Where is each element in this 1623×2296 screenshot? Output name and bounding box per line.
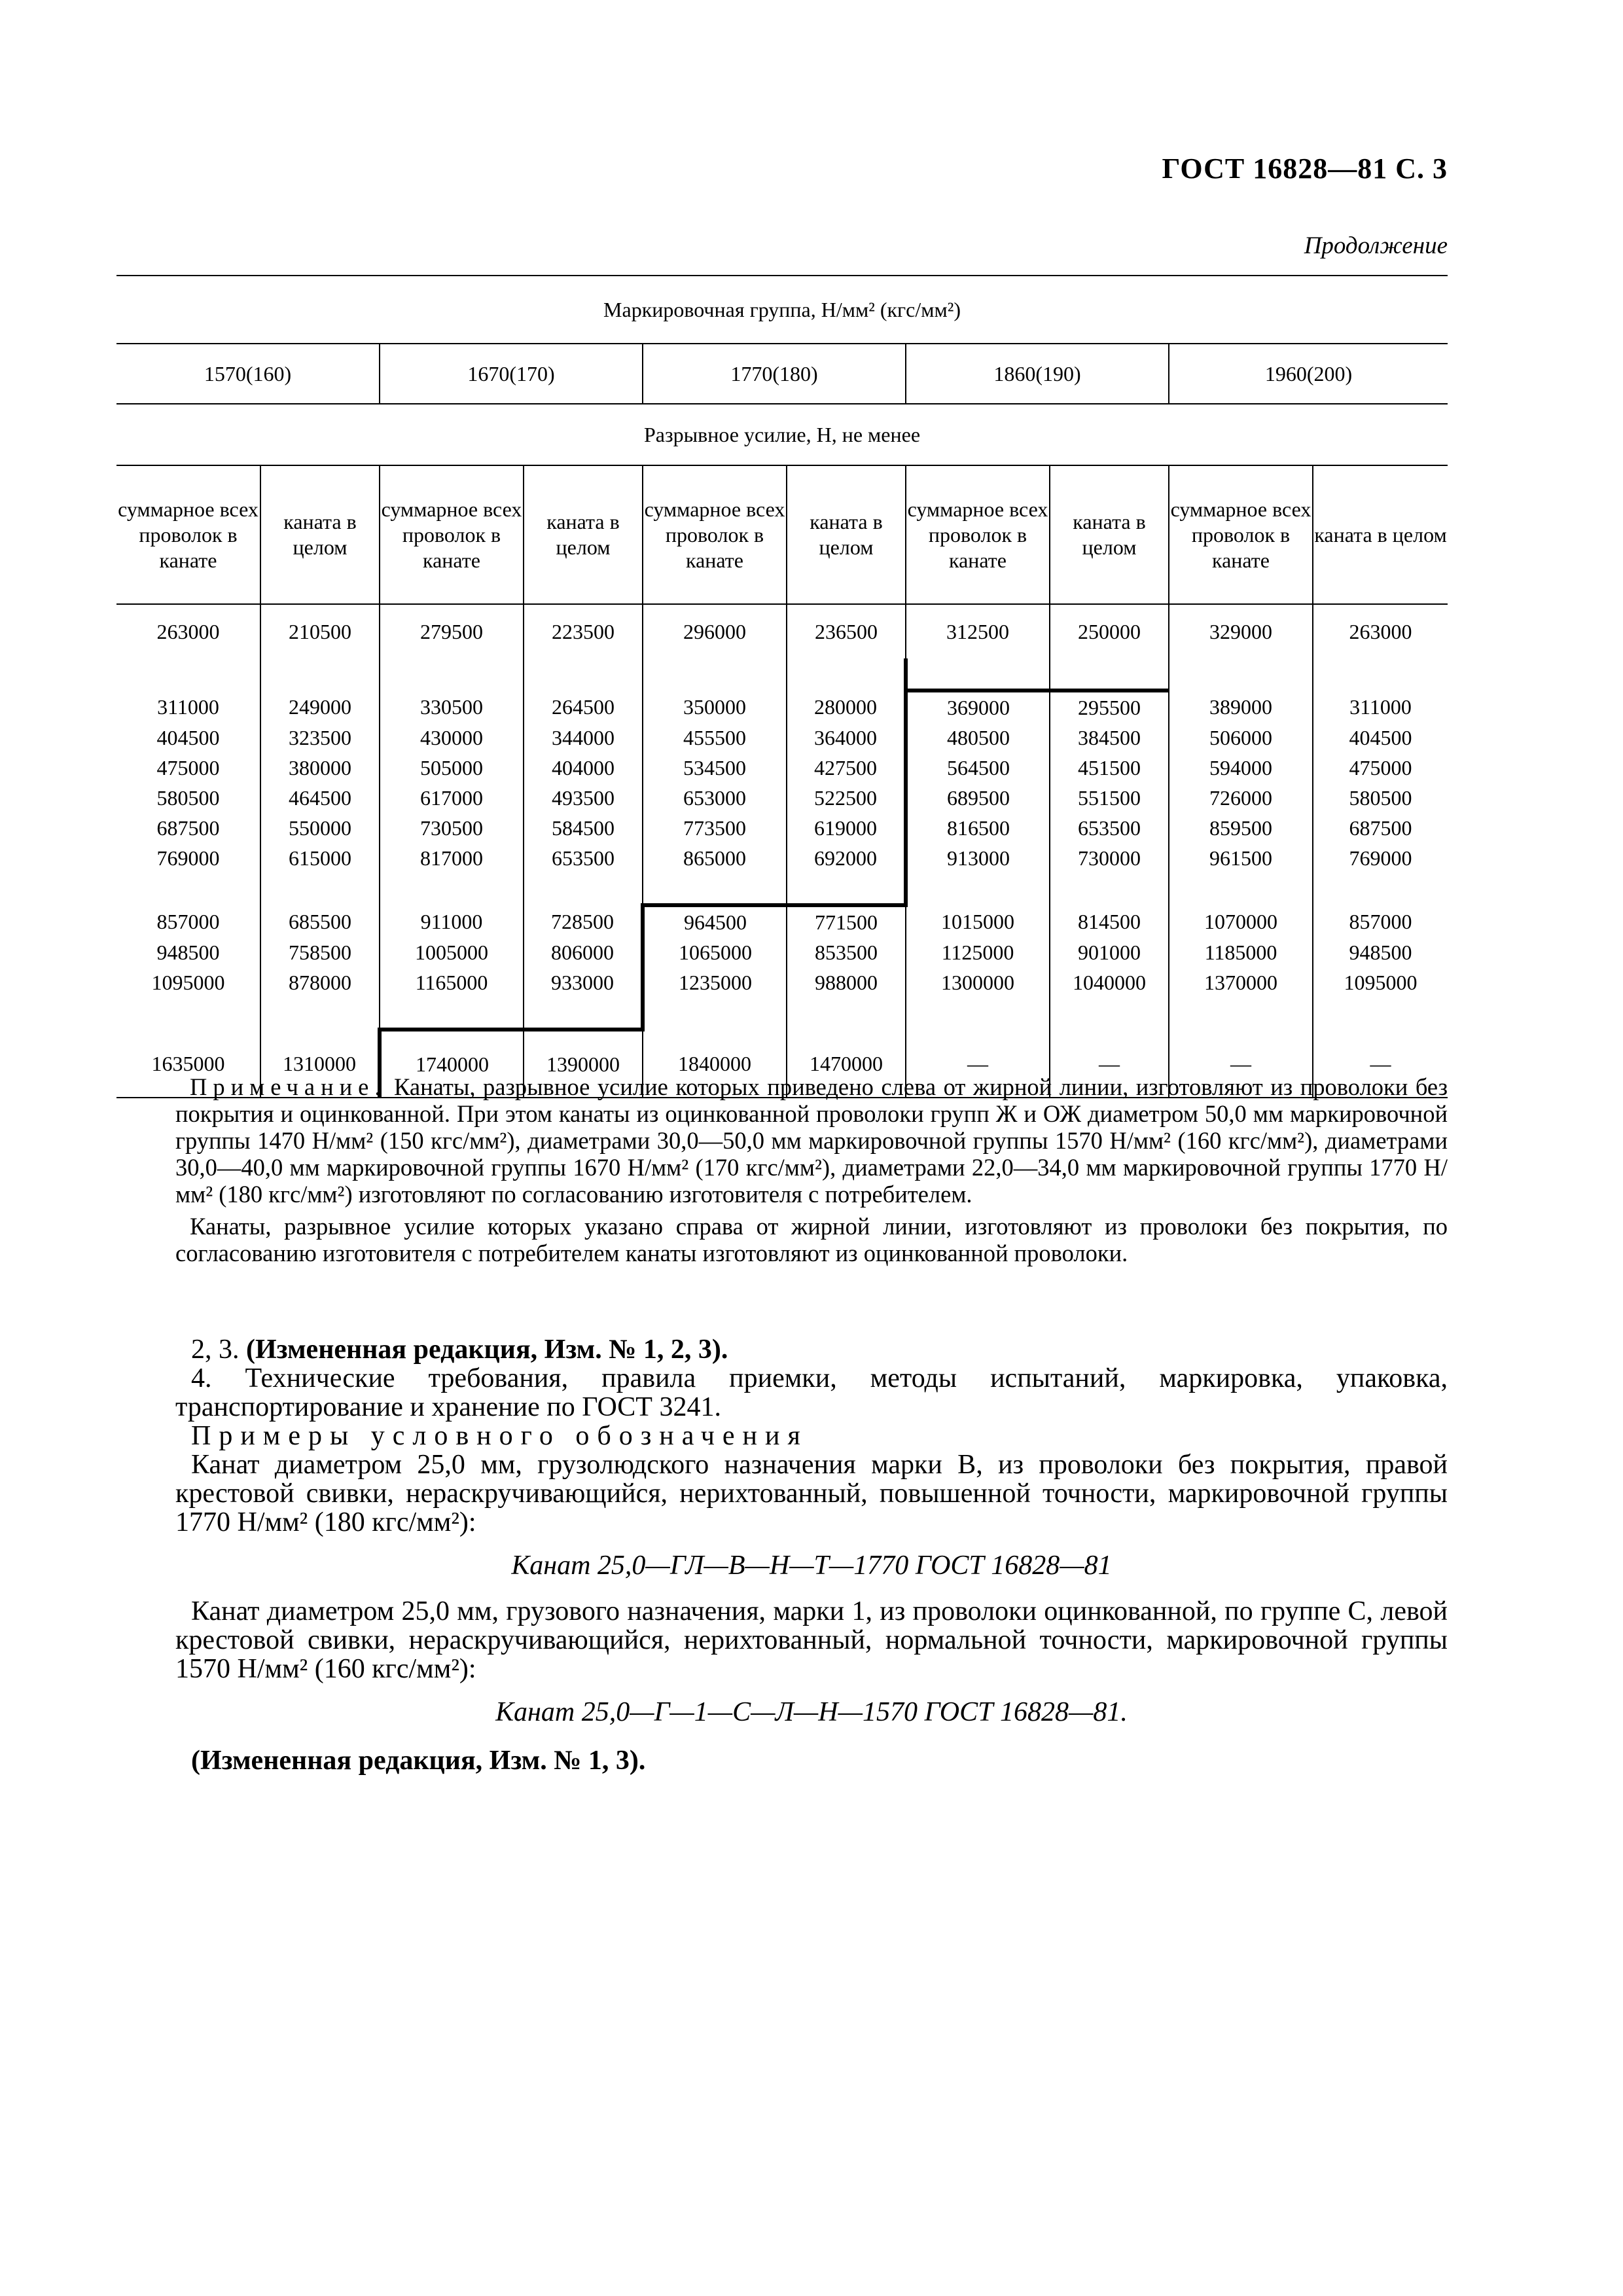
- table-cell: 369000: [906, 691, 1050, 723]
- table-cell: —: [1169, 1030, 1313, 1098]
- table-cell: 859500: [1169, 813, 1313, 843]
- subheader-total: суммарное всех проволок в канате: [643, 465, 787, 604]
- table-cell: 726000: [1169, 783, 1313, 813]
- table-cell: 430000: [380, 723, 524, 753]
- table-cell: 1235000: [643, 967, 787, 997]
- group-header: 1960(200): [1169, 344, 1448, 404]
- table-cell: 464500: [260, 783, 380, 813]
- table-cell: 223500: [524, 604, 643, 658]
- table-cell: 769000: [1313, 843, 1448, 873]
- spacer-cell: [524, 997, 643, 1030]
- table-cell: 1300000: [906, 967, 1050, 997]
- table-cell: 771500: [787, 905, 906, 937]
- table-cell: 1740000: [380, 1030, 524, 1098]
- table-cell: 814500: [1050, 905, 1169, 937]
- note-paragraph-1: [175, 1073, 1448, 1208]
- table-cell: 451500: [1050, 753, 1169, 783]
- table-cell: 311000: [1313, 691, 1448, 723]
- table-cell: 475000: [156, 756, 220, 780]
- table-cell: 263000: [156, 620, 220, 643]
- spacer-cell: [906, 997, 1050, 1030]
- table-cell: 279500: [380, 604, 524, 658]
- spacer-cell: [643, 997, 787, 1030]
- table-cell: 689500: [906, 783, 1050, 813]
- spacer-cell: [643, 873, 787, 905]
- table-cell: 330500: [380, 691, 524, 723]
- table-cell: 730500: [380, 813, 524, 843]
- table-cell: 948500: [1313, 937, 1448, 967]
- spacer-cell: [524, 658, 643, 691]
- spacer-cell: [1050, 873, 1169, 905]
- table-cell: 653500: [1050, 813, 1169, 843]
- spacer-cell: [787, 658, 906, 691]
- table-cell: 769000: [156, 846, 220, 870]
- table-cell: 1095000: [1313, 967, 1448, 997]
- table-cell: 1840000: [643, 1030, 787, 1098]
- table-cell: 551500: [1050, 783, 1169, 813]
- table-cell: 1095000: [151, 971, 225, 994]
- table-cell: 1635000: [116, 1030, 260, 1098]
- example-1-text: Канат диаметром 25,0 мм, грузолюдского назначения марки В, из проволоки без покрытия, правой крестовой свивки, нераскручивающийся, нерихтованный, повышенной точности, маркировочной группы 1770 Н/мм² (180 кгс/мм²):: [175, 1450, 1448, 1537]
- rope-strength-table: [116, 275, 1448, 1098]
- force-title: Разрывное усилие, Н, не менее: [644, 422, 921, 446]
- table-cell: 1470000: [787, 1030, 906, 1098]
- group-header: 1670(170): [380, 344, 643, 404]
- table-cell: 865000: [643, 843, 787, 873]
- table-cell: 280000: [787, 691, 906, 723]
- spacer-row: [116, 997, 1448, 1030]
- table-cell: 312500: [906, 604, 1050, 658]
- table-cell: 619000: [787, 813, 906, 843]
- table-cell: 933000: [524, 967, 643, 997]
- spacer-cell: [116, 658, 260, 691]
- table-cell: 594000: [1169, 753, 1313, 783]
- table-cell: 380000: [260, 753, 380, 783]
- table-cell: 210500: [260, 604, 380, 658]
- subheader-rope: каната в целом: [1050, 465, 1169, 604]
- table-cell: 329000: [1169, 604, 1313, 658]
- spacer-row: [116, 658, 1448, 691]
- paragraph-2-3-number: 2, 3.: [191, 1335, 246, 1365]
- table-cell: 687500: [156, 816, 220, 840]
- table-cell: 653000: [643, 783, 787, 813]
- table-cell: 911000: [380, 905, 524, 937]
- table-data-body: [116, 604, 1448, 1098]
- paragraph-4: 4. Технические требования, правила приемки, методы испытаний, маркировка, упаковка, транспортирование и хранение по ГОСТ 3241.: [175, 1363, 1448, 1422]
- spacer-cell: [116, 997, 260, 1030]
- spacer-cell: [116, 873, 260, 905]
- table-cell: 364000: [787, 723, 906, 753]
- table-cell: 311000: [157, 694, 219, 719]
- table-cell: 1070000: [1169, 905, 1313, 937]
- table-cell: 857000: [1313, 905, 1448, 937]
- group-header: 1770(180): [643, 344, 906, 404]
- page-header: ГОСТ 16828—81 С. 3: [1162, 152, 1448, 185]
- table-row: [116, 843, 1448, 873]
- table-cell: 1185000: [1169, 937, 1313, 967]
- table-cell: 455500: [643, 723, 787, 753]
- table-cell: —: [906, 1030, 1050, 1098]
- subheader-row: [116, 465, 1448, 604]
- table-row: [116, 905, 1448, 937]
- table-cell: 584500: [524, 813, 643, 843]
- spacer-cell: [524, 873, 643, 905]
- example-2-text: Канат диаметром 25,0 мм, грузового назначения, марки 1, из проволоки оцинкованной, по группе С, левой крестовой свивки, нераскручивающийся, нерихтованный, нормальной точности, маркировочной группы 1570 Н/мм² (160 кгс/мм²):: [175, 1596, 1448, 1684]
- example-1-formula: Канат 25,0—ГЛ—В—Н—Т—1770 ГОСТ 16828—81: [511, 1551, 1112, 1581]
- note-label: Примечание.: [190, 1073, 387, 1100]
- subheader-total: суммарное всех проволок в канате: [380, 465, 524, 604]
- subheader-rope: каната в целом: [260, 465, 380, 604]
- subheader-rope: каната в целом: [524, 465, 643, 604]
- subheader-total: суммарное всех проволок в канате: [116, 465, 260, 604]
- table-cell: 988000: [787, 967, 906, 997]
- table-cell: 475000: [1313, 753, 1448, 783]
- table-cell: 728500: [524, 905, 643, 937]
- table-cell: 263000: [1313, 604, 1448, 658]
- table-cell: 816500: [906, 813, 1050, 843]
- table-title: Маркировочная группа, Н/мм² (кгс/мм²): [116, 276, 1448, 344]
- table-cell: 901000: [1050, 937, 1169, 967]
- table-cell: 505000: [380, 753, 524, 783]
- spacer-cell: [1050, 658, 1169, 691]
- spacer-cell: [787, 873, 906, 905]
- table-cell: 480500: [906, 723, 1050, 753]
- table-cell: 653500: [524, 843, 643, 873]
- spacer-cell: [380, 873, 524, 905]
- continuation-label: Продолжение: [1304, 232, 1448, 259]
- paragraph-2-3: [175, 1335, 1448, 1364]
- table-row: [116, 723, 1448, 753]
- table-cell: 264500: [524, 691, 643, 723]
- table-cell: 1165000: [380, 967, 524, 997]
- final-edit-note: (Измененная редакция, Изм. № 1, 3).: [191, 1746, 646, 1776]
- table-row: [116, 937, 1448, 967]
- note-text-1: Канаты, разрывное усилие которых приведено слева от жирной линии, изготовляют из проволоки без покрытия и оцинкованной. При этом канаты из оцинкованной проволоки групп Ж и ОЖ диаметром 50,0 мм маркировочной группы 1470 Н/мм² (150 кгс/мм²), диаметрами 30,0—50,0 мм маркировочной группы 1570 Н/мм² (160 кгс/мм²), диаметрами 30,0—40,0 мм маркировочной группы 1670 Н/мм² (170 кгс/мм²), диаметрами 22,0—34,0 мм маркировочной группы 1770 Н/мм² (180 кгс/мм²) изготовляют по согласованию изготовителя с потребителем.: [175, 1073, 1448, 1208]
- table-cell: 506000: [1169, 723, 1313, 753]
- table-cell: 913000: [906, 843, 1050, 873]
- spacer-cell: [1050, 997, 1169, 1030]
- table-cell: 580500: [1313, 783, 1448, 813]
- table-cell: 853500: [787, 937, 906, 967]
- table-cell: 1005000: [380, 937, 524, 967]
- spacer-cell: [906, 658, 1050, 691]
- table-cell: 692000: [787, 843, 906, 873]
- table-cell: 427500: [787, 753, 906, 783]
- spacer-cell: [1313, 997, 1448, 1030]
- table-cell: 758500: [260, 937, 380, 967]
- subheader-total: суммарное всех проволок в канате: [1169, 465, 1313, 604]
- table-cell: 617000: [380, 783, 524, 813]
- spacer-cell: [906, 873, 1050, 905]
- note-block: [175, 1073, 1448, 1266]
- spacer-row: [116, 873, 1448, 905]
- table-cell: 1125000: [906, 937, 1050, 967]
- table-cell: 1065000: [643, 937, 787, 967]
- spacer-cell: [260, 997, 380, 1030]
- group-header: 1860(190): [906, 344, 1169, 404]
- note-paragraph-2: Канаты, разрывное усилие которых указано справа от жирной линии, изготовляют из проволоки без покрытия, по согласованию изготовителя с потребителем канаты изготовляют из оцинкованной проволоки.: [175, 1213, 1448, 1266]
- table-row: [116, 813, 1448, 843]
- spacer-cell: [1169, 658, 1313, 691]
- table-cell: 961500: [1169, 843, 1313, 873]
- table-cell: 295500: [1050, 691, 1169, 723]
- table-cell: 350000: [643, 691, 787, 723]
- table-cell: 389000: [1169, 691, 1313, 723]
- table-cell: 236500: [787, 604, 906, 658]
- table-cell: 493500: [524, 783, 643, 813]
- table-cell: 857000: [156, 909, 220, 933]
- table-cell: 564500: [906, 753, 1050, 783]
- table-cell: —: [1050, 1030, 1169, 1098]
- table-row: [116, 967, 1448, 997]
- table-cell: 404000: [524, 753, 643, 783]
- subheader-rope: каната в целом: [1313, 465, 1448, 604]
- table-cell: 948500: [156, 941, 220, 964]
- examples-heading: Примеры условного обозначения: [191, 1421, 808, 1451]
- table-cell: 817000: [380, 843, 524, 873]
- table-cell: 550000: [260, 813, 380, 843]
- spacer-cell: [380, 658, 524, 691]
- table-row: [116, 783, 1448, 813]
- table-cell: —: [1313, 1030, 1448, 1098]
- spacer-cell: [643, 658, 787, 691]
- table-cell: 323500: [260, 723, 380, 753]
- table-cell: 522500: [787, 783, 906, 813]
- spacer-cell: [1169, 873, 1313, 905]
- table-cell: 1040000: [1050, 967, 1169, 997]
- table-row: [116, 691, 1448, 723]
- table-cell: 1370000: [1169, 967, 1313, 997]
- subheader-total: суммарное всех проволок в канате: [906, 465, 1050, 604]
- table-row: [116, 753, 1448, 783]
- table-cell: 773500: [643, 813, 787, 843]
- spacer-cell: [260, 873, 380, 905]
- spacer-cell: [1169, 997, 1313, 1030]
- group-header: 1570(160): [116, 344, 380, 404]
- table-cell: 384500: [1050, 723, 1169, 753]
- table-cell: 250000: [1050, 604, 1169, 658]
- table-cell: 878000: [260, 967, 380, 997]
- subheader-rope: каната в целом: [787, 465, 906, 604]
- table-cell: 344000: [524, 723, 643, 753]
- table-cell: 1310000: [260, 1030, 380, 1098]
- table-cell: 1015000: [906, 905, 1050, 937]
- spacer-cell: [1313, 873, 1448, 905]
- table-cell: 534500: [643, 753, 787, 783]
- table-cell: 249000: [260, 691, 380, 723]
- table-cell: 296000: [643, 604, 787, 658]
- spacer-cell: [260, 658, 380, 691]
- table-cell: 687500: [1313, 813, 1448, 843]
- table-cell: 964500: [643, 905, 787, 937]
- table-cell: 404500: [156, 726, 220, 749]
- paragraph-2-3-edit: (Измененная редакция, Изм. № 1, 2, 3).: [246, 1335, 728, 1365]
- rope-table-wrap: [116, 275, 1448, 1098]
- table-cell: 730000: [1050, 843, 1169, 873]
- group-header-row: [116, 344, 1448, 404]
- spacer-cell: [787, 997, 906, 1030]
- table-row: [116, 604, 1448, 658]
- main-text: [175, 1335, 1448, 1775]
- table-cell: 404500: [1313, 723, 1448, 753]
- table-cell: 685500: [260, 905, 380, 937]
- table-cell: 1390000: [524, 1030, 643, 1098]
- example-2-formula: Канат 25,0—Г—1—С—Л—Н—1570 ГОСТ 16828—81.: [495, 1697, 1128, 1727]
- spacer-cell: [1313, 658, 1448, 691]
- table-cell: 580500: [156, 786, 220, 810]
- table-cell: 615000: [260, 843, 380, 873]
- spacer-cell: [380, 997, 524, 1030]
- table-cell: 806000: [524, 937, 643, 967]
